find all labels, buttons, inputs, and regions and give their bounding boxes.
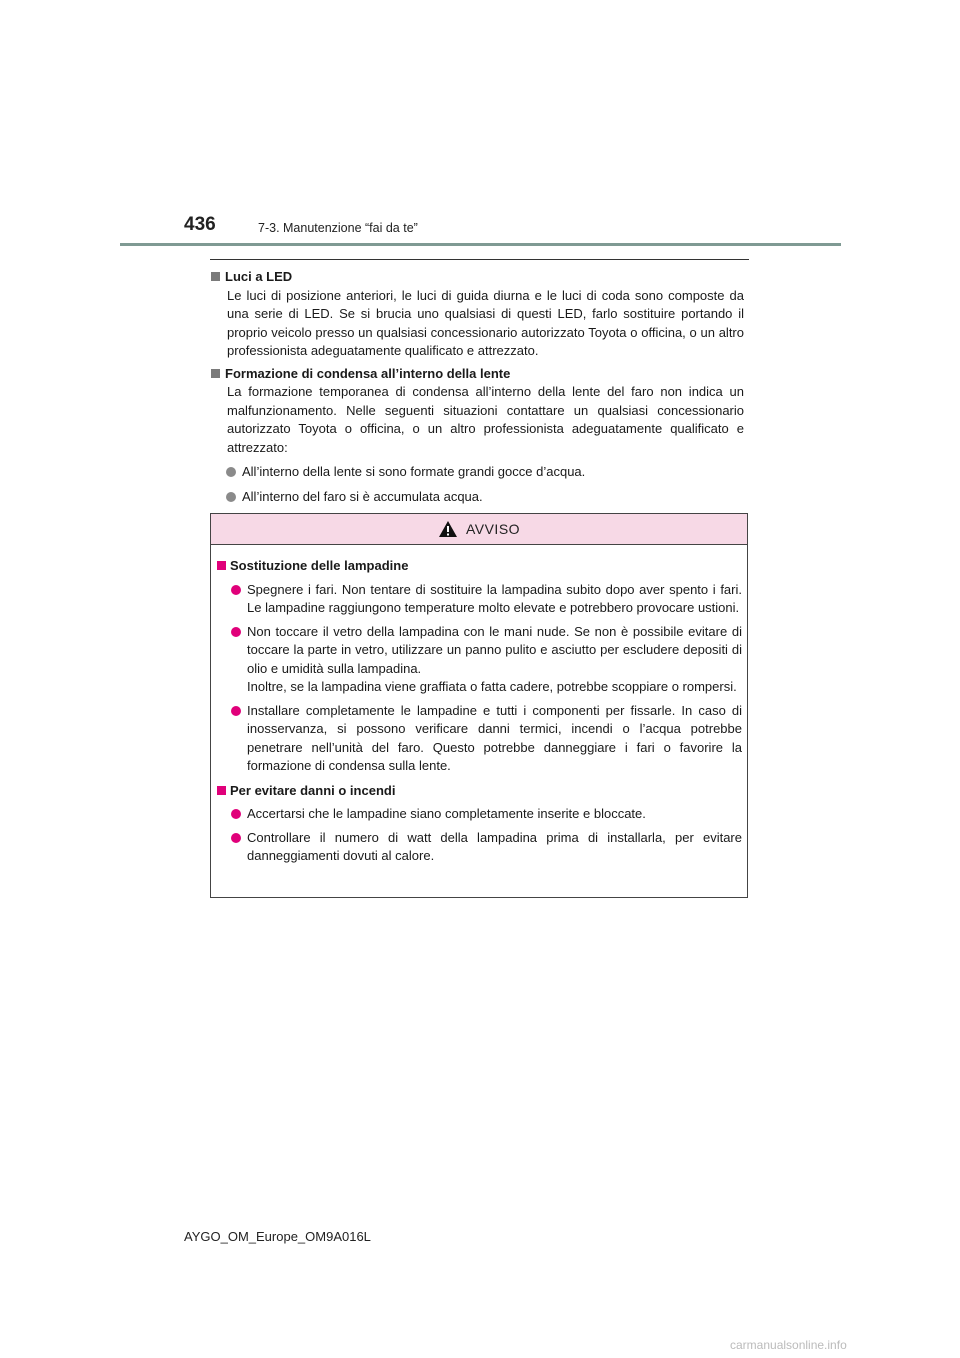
content-top-rule (210, 259, 749, 260)
circle-bullet-icon (226, 467, 236, 477)
warning-list-item-text: Inoltre, se la lampadina viene graffiata o fatta cadere, potrebbe scoppiare o rompersi. (247, 679, 737, 694)
warning-list-item-text: Non toccare il vetro della lampadina con le mani nude. Se non è possibile evitare di toccare la parte in vetro, utilizzare un panno pulito e asciutto per escludere depositi di olio e umidità sulla lampadina. (247, 623, 742, 676)
warning-section-heading (217, 782, 742, 801)
list-item (210, 488, 744, 507)
warning-section-heading (217, 557, 742, 576)
list-item-text: All’interno della lente si sono formate grandi gocce d’acqua. (242, 464, 586, 479)
circle-bullet-icon (231, 585, 241, 595)
section-condensation (210, 365, 744, 507)
list-item-text: All’interno del faro si è accumulata acqua. (242, 488, 483, 504)
section-led (210, 268, 744, 361)
section-paragraph: Le luci di posizione anteriori, le luci di guida diurna e le luci di coda sono composte da una serie di LED. Se si brucia uno qualsiasi di questi LED, farlo sostituire portando il proprio veicolo presso un qualsiasi concessionario autorizzato Toyota o officina, o un altro professionista adeguatamente qualificato e attrezzato. (227, 287, 744, 358)
square-bullet-icon (217, 561, 226, 570)
list-item (210, 463, 744, 482)
circle-bullet-icon (226, 492, 236, 502)
content (210, 268, 744, 510)
header-rule (120, 243, 841, 246)
circle-bullet-icon (231, 706, 241, 716)
warning-list-item (217, 623, 742, 697)
warning-list-item-text: Spegnere i fari. Non tentare di sostituire la lampadina subito dopo aver spento i fari. Le lampadine raggiungono temperature molto elevate e potrebbero provocare ustioni. (247, 581, 742, 615)
warning-list-item (217, 702, 742, 776)
warning-title: AVVISO (465, 521, 521, 537)
square-bullet-icon (211, 272, 220, 281)
warning-triangle-icon (438, 520, 458, 538)
warning-list-item-text: Controllare il numero di watt della lampadina prima di installarla, per evitare danneggiamenti dovuti al calore. (247, 829, 742, 863)
section-paragraph: La formazione temporanea di condensa all’interno della lente del faro non indica un malfunzionamento. Nelle seguenti situazioni contattare un qualsiasi concessionario autorizzato Toyota o officina, o un altro professionista adeguatamente qualificato e attrezzato: (227, 384, 744, 455)
section-title: 7-3. Manutenzione “fai da te” (258, 221, 418, 235)
warning-section-heading-text: Per evitare danni o incendi (230, 782, 396, 798)
footer-doc-code: AYGO_OM_Europe_OM9A016L (184, 1229, 371, 1244)
warning-section-heading-text: Sostituzione delle lampadine (230, 558, 409, 573)
warning-list-item (217, 581, 742, 618)
warning-list-item-text: Accertarsi che le lampadine siano completamente inserite e bloccate. (247, 806, 646, 821)
warning-list-item-text: Installare completamente le lampadine e tutti i componenti per fissarle. In caso di inosservanza, si possono verificare danni termici, incendi o l’acqua potrebbe penetrare nell’unità del faro. Questo potrebbe danneggiare i fari o favorire la formazione di condensa sulla lente. (247, 702, 742, 773)
watermark-link[interactable]: carmanualsonline.info (730, 1338, 847, 1352)
warning-header (211, 514, 747, 545)
warning-box (210, 513, 748, 898)
warning-body (211, 545, 747, 866)
warning-list-item (217, 829, 742, 866)
warning-list-item (217, 805, 742, 824)
square-bullet-icon (211, 369, 220, 378)
square-bullet-icon (217, 786, 226, 795)
circle-bullet-icon (231, 833, 241, 843)
section-heading-text: Formazione di condensa all’interno della lente (225, 365, 511, 381)
circle-bullet-icon (231, 809, 241, 819)
circle-bullet-icon (231, 627, 241, 637)
section-heading (210, 365, 744, 384)
page-number: 436 (184, 214, 216, 235)
section-heading-text: Luci a LED (225, 269, 293, 284)
section-heading (210, 268, 744, 287)
